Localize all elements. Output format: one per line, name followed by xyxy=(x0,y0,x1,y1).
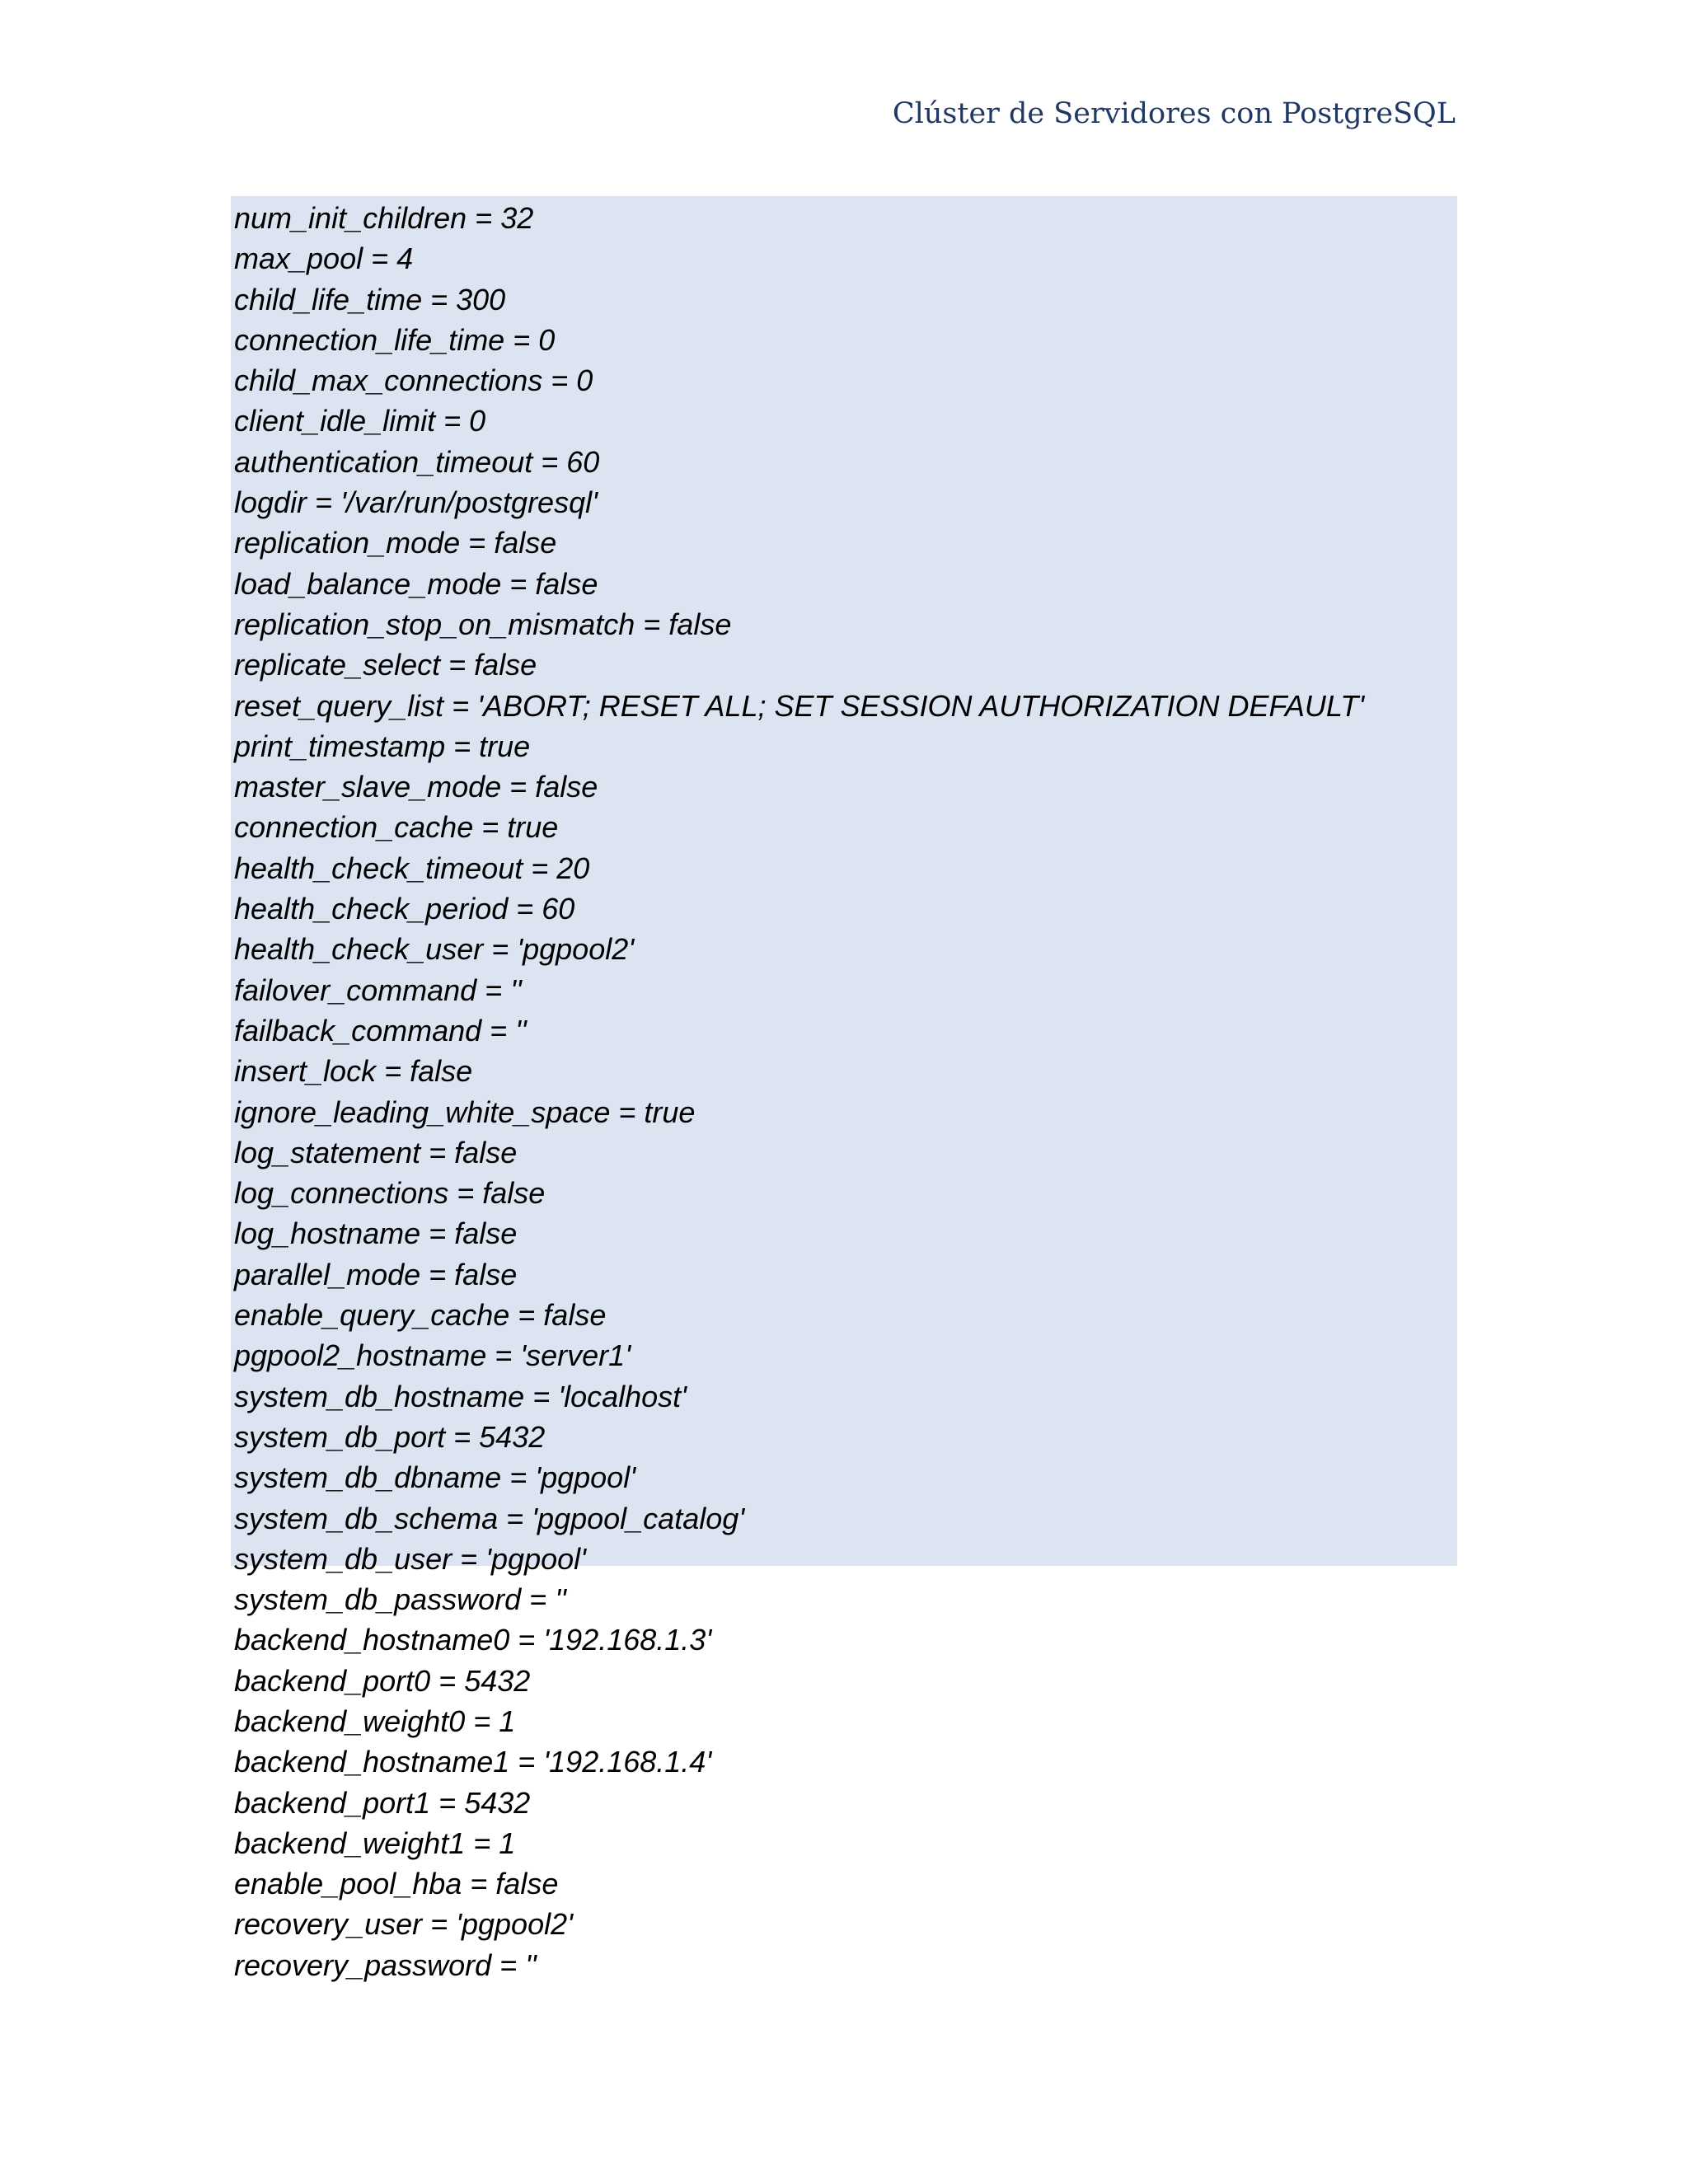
config-line: health_check_timeout = 20 xyxy=(234,851,590,885)
config-line: client_idle_limit = 0 xyxy=(234,404,486,438)
config-line: system_db_hostname = 'localhost' xyxy=(234,1379,687,1413)
config-line: pgpool2_hostname = 'server1' xyxy=(234,1338,631,1373)
config-line: parallel_mode = false xyxy=(234,1257,518,1291)
config-line: log_hostname = false xyxy=(234,1216,518,1251)
config-line: child_max_connections = 0 xyxy=(234,363,593,398)
config-line: reset_query_list = 'ABORT; RESET ALL; SET SESSION AUTHORIZATION DEFAULT' xyxy=(234,688,1365,723)
config-line: child_life_time = 300 xyxy=(234,282,506,316)
config-line: log_connections = false xyxy=(234,1176,546,1211)
page-header-title: Clúster de Servidores con PostgreSQL xyxy=(892,97,1456,130)
config-line: insert_lock = false xyxy=(234,1054,473,1089)
config-line: replication_mode = false xyxy=(234,526,557,560)
config-line: log_statement = false xyxy=(234,1135,518,1169)
config-line: backend_port1 = 5432 xyxy=(234,1785,531,1820)
config-line: backend_weight1 = 1 xyxy=(234,1825,516,1860)
config-line: enable_pool_hba = false xyxy=(234,1867,559,1901)
config-line: recovery_user = 'pgpool2' xyxy=(234,1907,573,1942)
config-code-block xyxy=(231,196,1457,1982)
config-line: max_pool = 4 xyxy=(234,241,414,276)
config-line: backend_weight0 = 1 xyxy=(234,1704,516,1738)
config-line: load_balance_mode = false xyxy=(234,566,598,601)
config-line: system_db_password = '' xyxy=(234,1582,566,1617)
config-line: ignore_leading_white_space = true xyxy=(234,1094,696,1129)
config-line: system_db_dbname = 'pgpool' xyxy=(234,1460,636,1495)
config-line: enable_query_cache = false xyxy=(234,1298,607,1333)
config-line: replicate_select = false xyxy=(234,648,537,682)
config-line: connection_cache = true xyxy=(234,810,559,845)
config-line: system_db_port = 5432 xyxy=(234,1419,546,1454)
config-line: health_check_user = 'pgpool2' xyxy=(234,932,635,967)
config-line: recovery_password = '' xyxy=(234,1947,537,1982)
config-line: system_db_schema = 'pgpool_catalog' xyxy=(234,1501,745,1535)
config-line: failback_command = '' xyxy=(234,1013,527,1047)
config-line: print_timestamp = true xyxy=(234,729,531,763)
config-line: connection_life_time = 0 xyxy=(234,322,556,357)
config-line: authentication_timeout = 60 xyxy=(234,444,600,479)
config-line: replication_stop_on_mismatch = false xyxy=(234,607,732,641)
config-line: system_db_user = 'pgpool' xyxy=(234,1541,587,1576)
config-line: failover_command = '' xyxy=(234,972,522,1007)
config-line: logdir = '/var/run/postgresql' xyxy=(234,485,598,520)
config-line: backend_hostname0 = '192.168.1.3' xyxy=(234,1623,712,1657)
config-line: backend_port0 = 5432 xyxy=(234,1663,531,1698)
config-line: health_check_period = 60 xyxy=(234,892,575,926)
config-line: num_init_children = 32 xyxy=(234,201,534,235)
config-line: backend_hostname1 = '192.168.1.4' xyxy=(234,1745,712,1779)
config-line: master_slave_mode = false xyxy=(234,770,598,804)
